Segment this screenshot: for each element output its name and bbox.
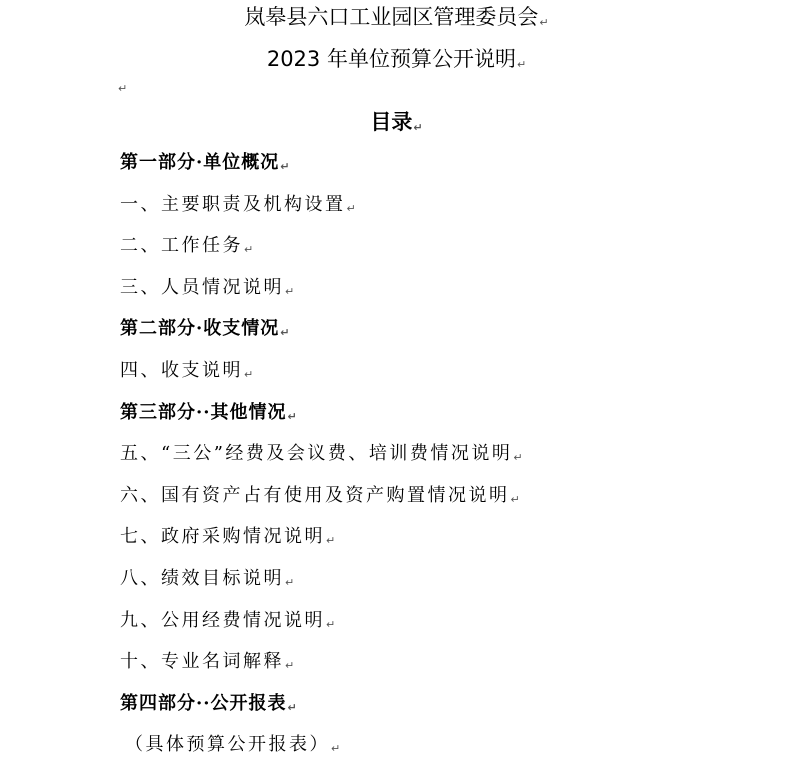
toc-item-text: 第四部分··公开报表 (120, 692, 287, 714)
toc-entry (120, 520, 525, 562)
toc-entry (120, 188, 525, 230)
toc-item-text: 八、绩效目标说明 (120, 567, 284, 589)
toc-item-text: 第一部分·单位概况 (120, 152, 280, 173)
paragraph-mark-icon: ↵ (244, 243, 256, 257)
toc-part-1 (120, 146, 525, 188)
toc-entry (120, 437, 525, 479)
toc-item-text: 七、政府采购情况说明 (120, 526, 325, 548)
paragraph-mark-icon: ↵ (413, 121, 423, 134)
toc-item-text: 六、国有资产占有使用及资产购置情况说明 (120, 484, 510, 506)
toc-heading (0, 108, 793, 142)
paragraph-mark-icon: ↵ (287, 700, 298, 714)
toc-item-text: 第三部分··其他情况 (120, 401, 287, 423)
paragraph-mark-icon: ↵ (285, 575, 297, 589)
toc-entry (120, 562, 525, 604)
toc-item-text: 九、公用经费情况说明 (120, 609, 325, 631)
document-title-line-1 (0, 4, 793, 36)
paragraph-mark-icon: ↵ (326, 617, 338, 631)
paragraph-mark-icon: ↵ (331, 742, 343, 756)
document-title-line-2 (0, 46, 793, 78)
title-line-2-text: 2023 年单位预算公开说明 (266, 47, 516, 71)
toc-item-text: 第二部分·收支情况 (120, 318, 280, 340)
toc-entry (120, 728, 525, 770)
paragraph-mark-icon: ↵ (516, 58, 527, 71)
toc-heading-text: 目录 (370, 110, 413, 134)
toc-item-text: 一、主要职责及机构设置 (120, 193, 346, 215)
paragraph-mark-icon: ↵ (280, 326, 291, 340)
toc-item-text: （具体预算公开报表） (125, 734, 330, 756)
toc-part-4 (120, 687, 525, 729)
toc-item-text: 三、人员情况说明 (120, 276, 284, 298)
toc-entry (120, 604, 525, 646)
toc-item-text: 十、专业名词解释 (120, 651, 284, 673)
paragraph-mark-icon: ↵ (280, 160, 291, 173)
toc-item-text: 二、工作任务 (120, 235, 243, 257)
paragraph-mark-icon: ↵ (346, 201, 359, 215)
paragraph-mark-icon: ↵ (326, 534, 338, 548)
toc-entry (120, 271, 525, 313)
paragraph-mark-icon: ↵ (118, 82, 128, 95)
paragraph-mark-icon: ↵ (539, 16, 549, 29)
paragraph-mark-icon: ↵ (285, 284, 297, 298)
toc-entry (120, 479, 525, 521)
toc-item-text: 四、收支说明 (120, 359, 243, 381)
toc-entry (120, 229, 525, 271)
paragraph-mark-icon: ↵ (244, 367, 256, 381)
toc-entry (120, 645, 525, 687)
toc-entry (120, 354, 525, 396)
paragraph-mark-icon: ↵ (285, 659, 297, 673)
title-line-1-text: 岚皋县六口工业园区管理委员会 (244, 5, 539, 29)
paragraph-mark-icon: ↵ (287, 409, 298, 423)
paragraph-mark-icon: ↵ (513, 451, 526, 465)
toc-part-3 (120, 396, 525, 438)
paragraph-mark-icon: ↵ (510, 492, 523, 506)
toc-part-2 (120, 312, 525, 354)
table-of-contents (120, 146, 525, 770)
toc-item-text: 五、“三公”经费及会议费、培训费情况说明 (120, 443, 513, 465)
